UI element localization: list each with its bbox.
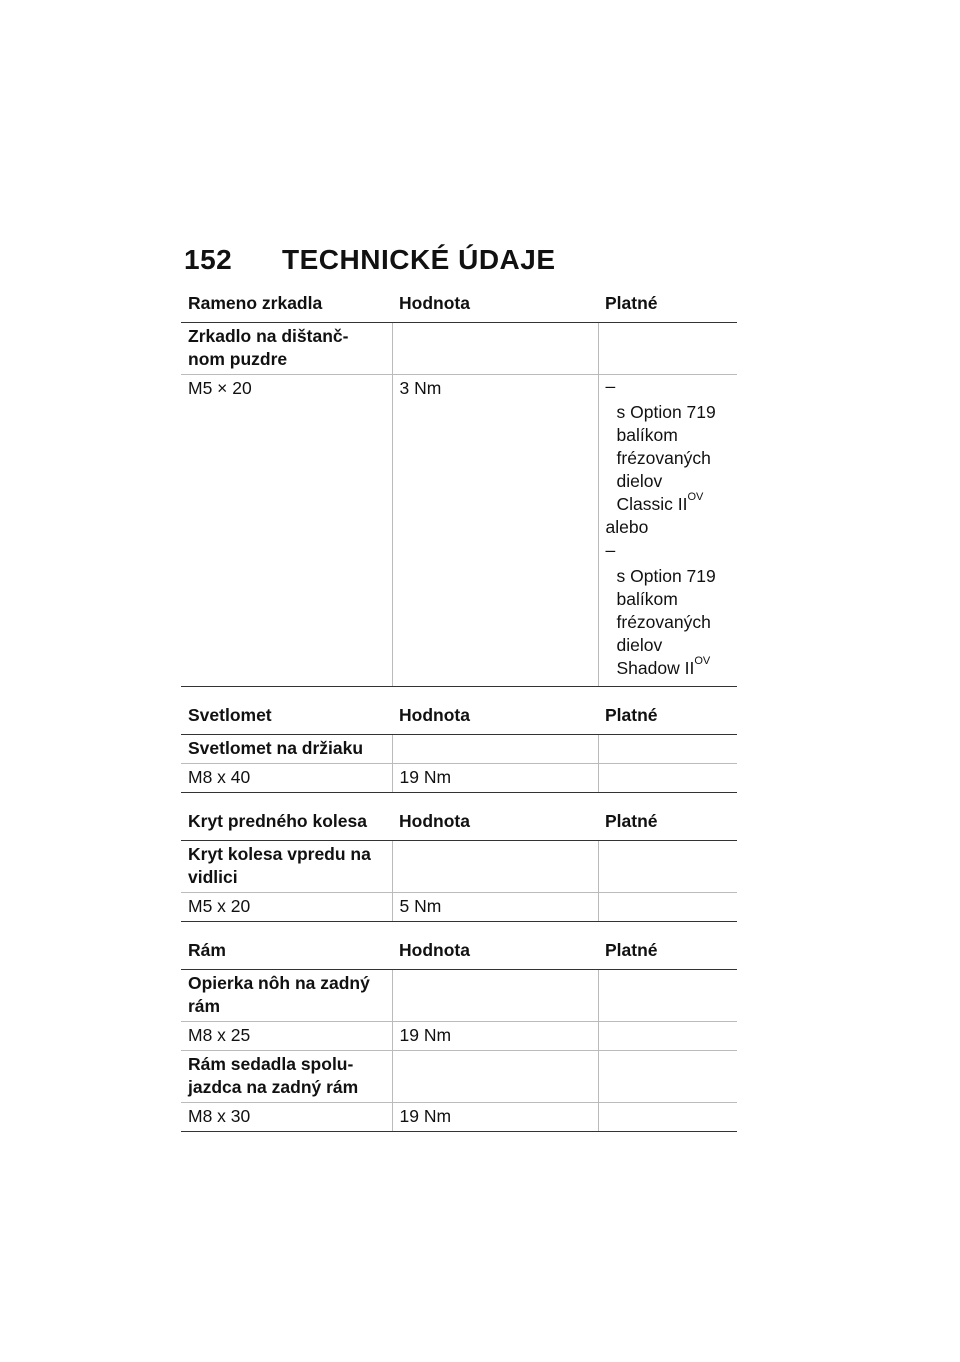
note-line [606,493,731,516]
column-header: Rám [181,935,392,970]
variant-name: Classic II [616,494,688,514]
column-header: Platné [598,806,737,841]
note-line: s Option 719 [616,402,716,422]
column-header: Hodnota [392,700,598,735]
note-line: frézovaných [616,612,711,632]
dash: – [605,376,616,396]
bolt-size: M8 x 30 [181,1103,392,1132]
front-fender-table [181,806,737,922]
note-line: dielov [616,471,663,491]
table-row [181,764,737,793]
section-label: Rám sedadla spolu-jazdca na zadný rám [181,1051,392,1103]
bolt-size: M8 x 25 [181,1022,392,1051]
table-row [181,735,737,764]
column-header: Hodnota [392,288,598,323]
ov-superscript: OV [687,491,704,504]
table-row [181,970,737,1022]
section-label: Zrkadlo na dištanč-nom puzdre [181,323,392,375]
torque-value: 5 Nm [392,893,598,922]
column-header: Platné [598,700,737,735]
torque-value: 19 Nm [392,1022,598,1051]
note-line: s Option 719 [616,566,716,586]
torque-value: 3 Nm [392,375,598,687]
column-header: Hodnota [392,806,598,841]
column-header: Kryt predného kolesa [181,806,392,841]
note-line: frézovaných [616,448,711,468]
frame-table [181,935,737,1132]
table-row [181,893,737,922]
table-row [181,1103,737,1132]
bolt-size: M5 x 20 [181,893,392,922]
table-row [181,841,737,893]
column-header: Rameno zrkadla [181,288,392,323]
page-title: TECHNICKÉ ÚDAJE [282,244,556,275]
column-header: Platné [598,288,737,323]
page-number: 152 [184,244,233,275]
note-line: balíkom [616,589,678,609]
mirror-table [181,288,737,687]
table-row [181,1022,737,1051]
torque-value: 19 Nm [392,1103,598,1132]
headlight-table [181,700,737,793]
page-header [184,244,744,276]
note-line: balíkom [616,425,678,445]
variant-name: Shadow II [616,658,695,678]
dash: – [605,540,616,560]
note-line [606,657,731,680]
table-row [181,1051,737,1103]
torque-value: 19 Nm [392,764,598,793]
table-row [181,323,737,375]
section-label: Kryt kolesa vpredu na vidlici [181,841,392,893]
section-label: Opierka nôh na zadný rám [181,970,392,1022]
ov-superscript: OV [694,655,711,668]
table-row [181,375,737,687]
column-header: Hodnota [392,935,598,970]
section-label: Svetlomet na držiaku [181,735,392,764]
validity-note [598,375,737,687]
column-header: Svetlomet [181,700,392,735]
note-or: alebo [605,517,649,537]
column-header: Platné [598,935,737,970]
bolt-size: M5 × 20 [181,375,392,687]
note-line: dielov [616,635,663,655]
bolt-size: M8 x 40 [181,764,392,793]
torque-tables [181,288,737,1132]
